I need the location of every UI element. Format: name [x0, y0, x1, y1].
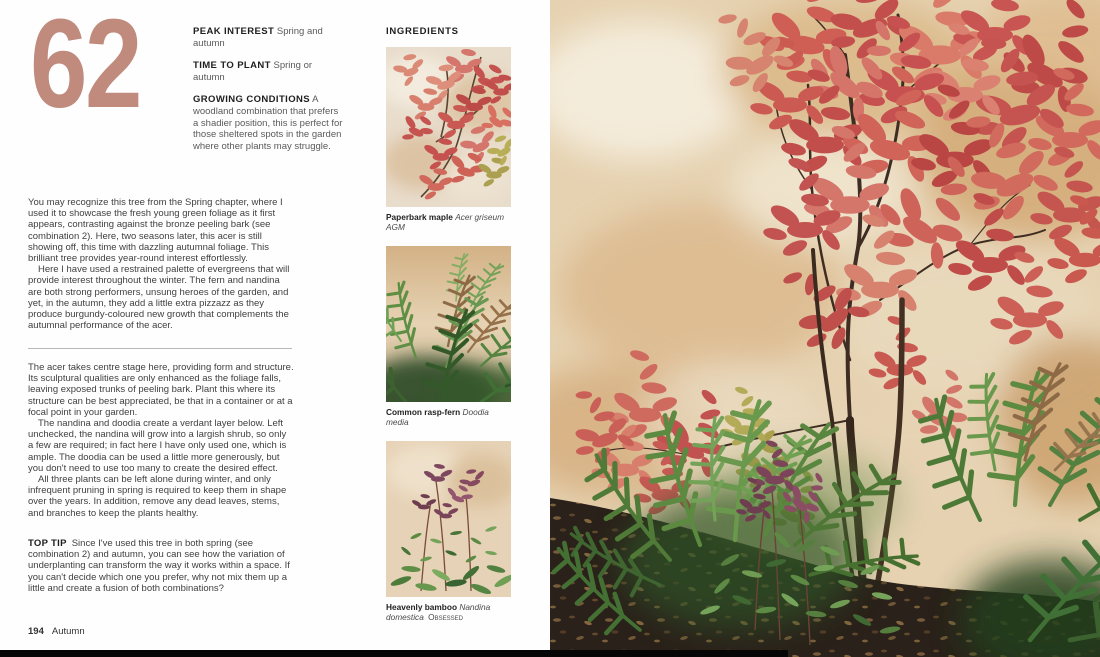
paragraph: Here I have used a restrained palette of evergreens that will provide interest throughout the winter. The fern and nandina are both strong performers, unsung heroes of the garden, and yet, in the autumn, they add a little extra pizzazz as they produce burgundy-coloured new growth that complements the autumnal performance of the acer. — [28, 264, 290, 332]
page-bottom-edge — [0, 650, 788, 657]
hero-photo-acer-combination — [550, 0, 1100, 657]
time-to-plant — [193, 60, 345, 83]
paragraph: You may recognize this tree from the Spring chapter, where I used it to showcase the fresh young green foliage as it first appears, contrasting against the bronze peeling bark (see combination 2). Here, two seasons later, this acer is still showing off, this time with dazzling autumnal foliage. This brilliant tree provides year-round interest effortlessly. — [28, 197, 283, 265]
page-number: 194 — [28, 626, 44, 637]
growing-conditions-value: A woodland combination that prefers a shadier position, this is perfect for those sheltered spots in the garden where other plants may struggle. — [193, 94, 343, 152]
ingredient-common-name: Heavenly bamboo — [386, 602, 458, 612]
top-tip — [28, 538, 299, 594]
page-footer — [28, 626, 85, 637]
meta-column — [193, 26, 345, 163]
peak-interest-value: Spring and autumn — [193, 26, 323, 49]
intro-text — [28, 197, 294, 331]
ingredient-photo-rasp-fern — [386, 246, 511, 402]
ingredient-botanical-name: Doodia media — [386, 407, 489, 427]
peak-interest — [193, 26, 345, 49]
top-tip-text: Since I've used this tree in both spring (see combination 2) and autumn, you can see how the variation of underplanting can transform the way it works within a space. If you can't decide which one you prefer, why not mix them up a little and create a fusion of both combinations? — [28, 538, 290, 594]
paragraph: All three plants can be left alone during winter, and only infrequent pruning in spring is required to keep them in shape over the years. In addition, remove any dead leaves, stems, and branches to keep the plants healthy. — [28, 474, 287, 519]
growing-conditions — [193, 94, 345, 152]
top-tip-label: TOP TIP — [28, 538, 67, 549]
ingredient-maple — [386, 47, 511, 232]
time-to-plant-label: TIME TO PLANT — [193, 60, 271, 72]
ingredient-photo-paperbark-maple — [386, 47, 511, 207]
ingredient-photo-heavenly-bamboo — [386, 441, 511, 597]
ingredient-fern — [386, 246, 511, 427]
ingredient-caption — [386, 212, 511, 232]
section-name: Autumn — [51, 626, 85, 637]
ingredients-column — [386, 26, 511, 636]
combination-number: 62 — [30, 0, 141, 134]
paragraph: The nandina and doodia create a verdant layer below. Left unchecked, the nandina will grow into a largish shrub, so only a few are required; in fact here I have only used one, which is ample. The doodia can be used a little more generously, but you don't need to use too many to create the desired effect. — [28, 418, 287, 474]
ingredient-common-name: Common rasp-fern — [386, 407, 461, 417]
ingredient-caption — [386, 602, 511, 622]
ingredients-heading: INGREDIENTS — [386, 26, 459, 37]
paragraph: The acer takes centre stage here, providing form and structure. Its sculptural qualities are only enhanced as the foliage falls, leaving exposed trunks of peeling bark. Plant this where its structure can be best appreciated, be that in a container or at a focal point in your garden. — [28, 362, 294, 418]
growing-conditions-label: GROWING CONDITIONS — [193, 94, 310, 106]
ingredient-botanical-name: Nandina domestica — [386, 602, 491, 622]
ingredient-cultivar: Obsessed — [428, 612, 463, 622]
time-to-plant-value: Spring or autumn — [193, 60, 313, 83]
ingredient-botanical-name: Acer griseum AGM — [386, 212, 505, 232]
detail-text — [28, 362, 294, 519]
ingredient-common-name: Paperbark maple — [386, 212, 453, 222]
peak-interest-label: PEAK INTEREST — [193, 26, 275, 37]
section-divider — [28, 348, 292, 349]
ingredient-caption — [386, 407, 511, 427]
ingredient-nandina — [386, 441, 511, 622]
